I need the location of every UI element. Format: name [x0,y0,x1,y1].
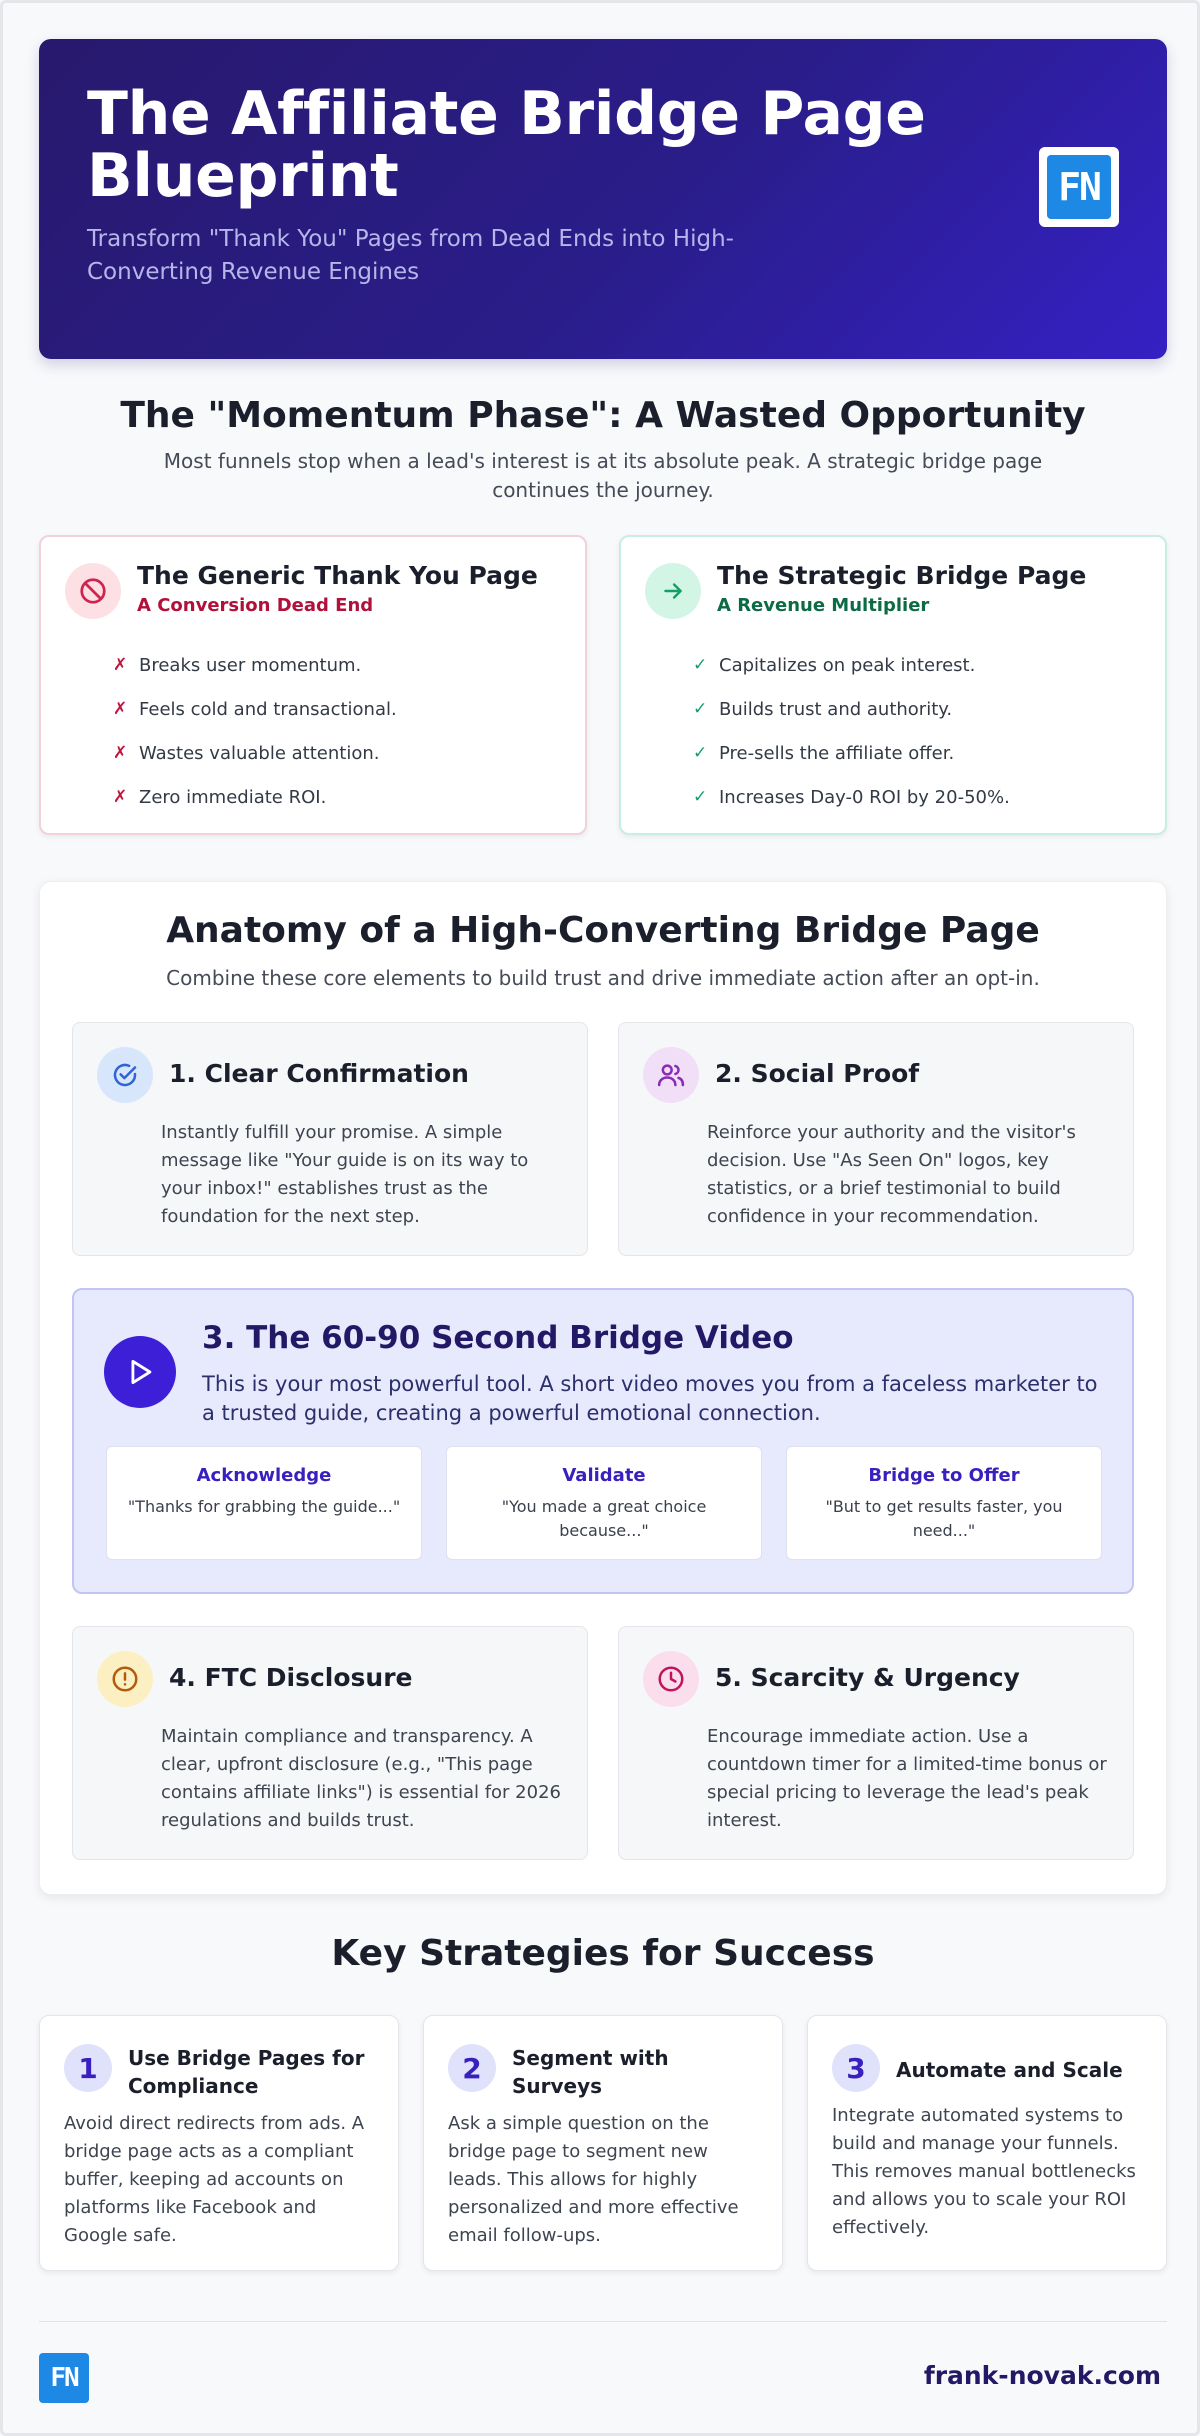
video-beat-validate [446,1446,762,1560]
element-body: Encourage immediate action. Use a countdown timer for a limited-time bonus or special pricing to leverage the lead's peak interest. [707,1726,1107,1831]
element-body: Maintain compliance and transparency. A clear, upfront disclosure (e.g., "This page contains affiliate links") is essential for 2026 regulations and builds trust. [161,1726,561,1831]
check-mark-icon: ✓ [693,699,708,719]
list-item [113,731,397,775]
beat-quote: "You made a great choice because..." [501,1497,707,1540]
list-item-text: Breaks user momentum. [139,654,362,676]
anatomy-heading: Anatomy of a High-Converting Bridge Page [166,910,1040,951]
clock-icon [643,1651,699,1707]
check-mark-icon: ✓ [693,787,708,807]
card-title: The Generic Thank You Page [137,561,538,590]
beat-title: Bridge to Offer [868,1465,1020,1486]
strategy-body: Avoid direct redirects from ads. A bridge page acts as a compliant buffer, keeping ad accounts on platforms like Facebook and Google safe. [64,2113,365,2246]
list-item-text: Builds trust and authority. [719,698,953,720]
step-number-badge: 2 [448,2044,496,2092]
momentum-description: Most funnels stop when a lead's interest is at its absolute peak. A strategic bridge page continues the journey. [163,449,1043,502]
element-title: 5. Scarcity & Urgency [715,1663,1020,1692]
step-number-badge: 3 [832,2044,880,2092]
check-mark-icon: ✓ [693,655,708,675]
element-card-social-proof [618,1022,1134,1256]
play-icon [104,1336,176,1408]
beat-title: Validate [562,1465,646,1486]
video-beat-acknowledge [106,1446,422,1560]
list-item-text: Capitalizes on peak interest. [719,654,976,676]
page-title: The Affiliate Bridge Page Blueprint [87,79,926,211]
card-title: The Strategic Bridge Page [717,561,1087,590]
element-title: 2. Social Proof [715,1059,920,1088]
alert-circle-icon [97,1651,153,1707]
list-item [113,687,397,731]
anatomy-description: Combine these core elements to build trust and drive immediate action after an opt-in. [166,966,1040,990]
list-item [693,687,1010,731]
card-tagline: A Conversion Dead End [137,595,374,616]
strategy-title: Automate and Scale [896,2058,1123,2082]
strategy-body: Ask a simple question on the bridge page to segment new leads. This allows for highly personalized and more effective email follow-ups. [448,2113,739,2246]
footer-logo [39,2353,89,2403]
beat-quote: "But to get results faster, you need..." [825,1497,1063,1540]
x-mark-icon: ✗ [113,699,128,719]
check-mark-icon: ✓ [693,743,708,763]
strategy-body: Integrate automated systems to build and manage your funnels. This removes manual bottlenecks and allows you to scale your ROI effectively. [832,2105,1136,2238]
arrow-right-icon [645,563,701,619]
list-item [693,731,1010,775]
element-body: Instantly fulfill your promise. A simple message like "Your guide is on its way to your inbox!" establishes trust as the foundation for the next step. [161,1122,529,1227]
strategy-card-compliance [39,2015,399,2271]
strategy-card-automate [807,2015,1167,2271]
brand-logo [1039,147,1119,227]
video-beat-bridge-to-offer [786,1446,1102,1560]
list-item-text: Pre-sells the affiliate offer. [719,742,955,764]
strategy-title: Segment with Surveys [512,2046,669,2098]
list-item [113,775,397,819]
no-entry-icon [65,563,121,619]
list-item-text: Zero immediate ROI. [139,786,327,808]
list-item [113,643,397,687]
logo-text: FN [1047,155,1111,219]
benefit-list [693,643,1010,819]
hero-banner [39,39,1167,359]
footer-website-link[interactable]: frank-novak.com [923,2361,1161,2390]
element-card-scarcity [618,1626,1134,1860]
list-item [693,775,1010,819]
footer-divider [39,2321,1167,2322]
strategies-heading: Key Strategies for Success [331,1933,875,1974]
strategy-card-surveys [423,2015,783,2271]
x-mark-icon: ✗ [113,655,128,675]
list-item-text: Feels cold and transactional. [139,698,397,720]
beat-quote: "Thanks for grabbing the guide..." [127,1497,401,1516]
drawback-list [113,643,397,819]
element-card-confirmation [72,1022,588,1256]
x-mark-icon: ✗ [113,787,128,807]
bridge-video-card [72,1288,1134,1594]
step-number-badge: 1 [64,2044,112,2092]
video-body: This is your most powerful tool. A short video moves you from a faceless marketer to a trusted guide, creating a powerful emotional connection. [202,1372,1098,1425]
beat-title: Acknowledge [196,1465,332,1486]
momentum-heading: The "Momentum Phase": A Wasted Opportunity [120,395,1086,436]
x-mark-icon: ✗ [113,743,128,763]
users-icon [643,1047,699,1103]
strategic-bridge-card [619,535,1167,835]
element-title: 1. Clear Confirmation [169,1059,469,1088]
check-circle-icon [97,1047,153,1103]
video-title: 3. The 60-90 Second Bridge Video [202,1320,794,1356]
list-item-text: Wastes valuable attention. [139,742,380,764]
list-item [693,643,1010,687]
list-item-text: Increases Day-0 ROI by 20-50%. [719,786,1010,808]
element-card-ftc-disclosure [72,1626,588,1860]
generic-thank-you-card [39,535,587,835]
logo-text: FN [39,2353,89,2403]
strategy-title: Use Bridge Pages for Compliance [128,2046,365,2098]
anatomy-panel [39,881,1167,1895]
element-title: 4. FTC Disclosure [169,1663,413,1692]
element-body: Reinforce your authority and the visitor's decision. Use "As Seen On" logos, key statistics, or a brief testimonial to build confidence in your recommendation. [707,1122,1076,1227]
card-tagline: A Revenue Multiplier [717,595,930,616]
page-subtitle: Transform "Thank You" Pages from Dead Ends into High-Converting Revenue Engines [87,226,734,285]
